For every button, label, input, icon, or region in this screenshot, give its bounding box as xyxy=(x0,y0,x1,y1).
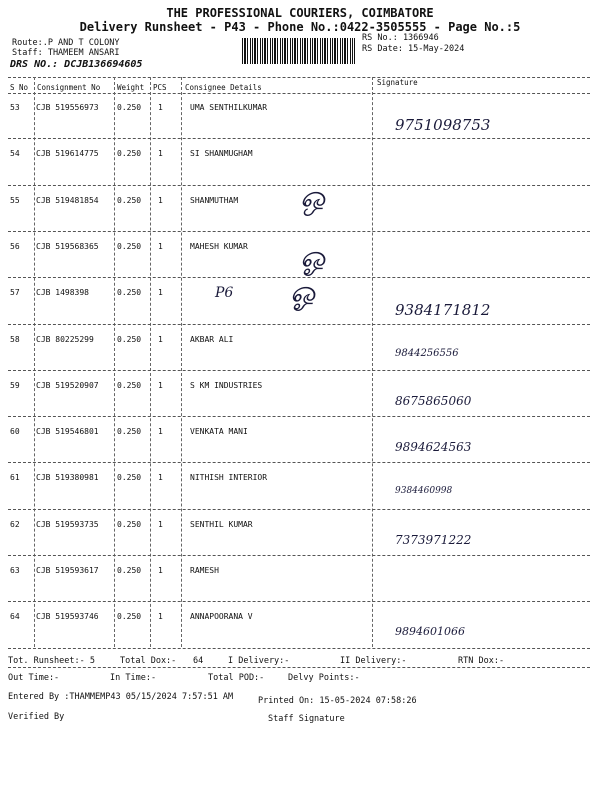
row-sno: 57 xyxy=(10,288,20,298)
row-sno: 61 xyxy=(10,473,20,483)
row-sno: 56 xyxy=(10,241,20,251)
row-consignee: AKBAR ALI xyxy=(190,334,234,344)
row-consignment-no: CJB 519568365 xyxy=(36,241,99,251)
col-weight: Weight xyxy=(117,83,145,92)
row-weight: 0.250 xyxy=(117,103,142,112)
row-consignee: NITHISH INTERIOR xyxy=(190,473,268,483)
row-divider xyxy=(8,185,590,186)
row-weight: 0.250 xyxy=(117,427,142,437)
row-divider xyxy=(8,509,590,510)
row-divider xyxy=(8,324,590,325)
row-consignee: MAHESH KUMAR xyxy=(190,241,248,251)
row-pcs: 1 xyxy=(158,566,163,575)
total-dox-label: Total Dox:- xyxy=(120,656,177,666)
col-consignee: Consignee Details xyxy=(185,83,262,92)
row-signature-number: 9384171812 xyxy=(395,301,491,320)
runsheet-subtitle: Delivery Runsheet - P43 - Phone No.:0422-3505555 - Page No.:5 xyxy=(79,20,521,34)
row-signature-number: 9384460998 xyxy=(395,486,453,497)
printed-on: Printed On: 15-05-2024 07:58:26 xyxy=(258,696,417,706)
row-consignment-no: CJB 519614775 xyxy=(36,149,99,159)
handwritten-mark: ஓ xyxy=(290,275,316,310)
rs-number: RS No.: 1366946 xyxy=(362,33,439,43)
entered-by: Entered By :THAMMEMP43 05/15/2024 7:57:51 AM xyxy=(8,692,234,702)
row-divider xyxy=(8,138,590,139)
row-divider xyxy=(8,231,590,232)
row-divider xyxy=(8,462,590,463)
row-signature-number: 9894601066 xyxy=(395,625,465,639)
row-sno: 62 xyxy=(10,519,20,529)
row-consignment-no: CJB 519593746 xyxy=(36,612,99,622)
row-consignment-no: CJB 519481854 xyxy=(36,195,99,205)
row-consignment-no: CJB 519593735 xyxy=(36,519,99,529)
row-pcs: 1 xyxy=(158,427,163,437)
row-weight: 0.250 xyxy=(117,473,142,483)
row-weight: 0.250 xyxy=(117,195,142,205)
barcode xyxy=(242,38,355,64)
row-weight: 0.250 xyxy=(117,149,142,159)
row-weight: 0.250 xyxy=(117,288,142,298)
row-sno: 54 xyxy=(10,149,20,159)
row-consignment-no: CJB 519556973 xyxy=(36,103,99,112)
row-consignee: UMA SENTHILKUMAR xyxy=(190,103,268,112)
row-consignee: VENKATA MANI xyxy=(190,427,248,437)
row-sno: 60 xyxy=(10,427,20,437)
verified-by: Verified By xyxy=(8,712,65,722)
ii-delivery: II Delivery:- xyxy=(340,656,407,666)
row-weight: 0.250 xyxy=(117,519,142,529)
row-divider xyxy=(8,601,590,602)
drs-number: DRS NO.: DCJB136694605 xyxy=(10,59,143,70)
row-pcs: 1 xyxy=(158,612,163,622)
row-signature-number: 9894624563 xyxy=(395,440,472,455)
handwritten-mark: ஒ xyxy=(300,180,326,215)
row-consignee: ANNAPOORANA V xyxy=(190,612,253,622)
route: Route:.P AND T COLONY xyxy=(12,38,120,48)
row-divider xyxy=(8,555,590,556)
i-delivery: I Delivery:- xyxy=(228,656,290,666)
row-pcs: 1 xyxy=(158,334,163,344)
row-consignee: S KM INDUSTRIES xyxy=(190,380,263,390)
row-consignment-no: CJB 519520907 xyxy=(36,380,99,390)
row-consignee: RAMESH xyxy=(190,566,219,575)
row-weight: 0.250 xyxy=(117,380,142,390)
row-pcs: 1 xyxy=(158,519,163,529)
row-weight: 0.250 xyxy=(117,612,142,622)
row-weight: 0.250 xyxy=(117,334,142,344)
row-pcs: 1 xyxy=(158,241,163,251)
row-consignment-no: CJB 519593617 xyxy=(36,566,99,575)
row-pcs: 1 xyxy=(158,103,163,112)
row-weight: 0.250 xyxy=(117,566,142,575)
in-time: In Time:- xyxy=(110,673,157,683)
row-consignment-no: CJB 80225299 xyxy=(36,334,94,344)
tot-runsheet: Tot. Runsheet:- 5 xyxy=(8,656,95,666)
row-signature-number: 9751098753 xyxy=(395,116,491,134)
row-consignment-no: CJB 519546801 xyxy=(36,427,99,437)
staff: Staff: THAMEEM ANSARI xyxy=(12,48,120,58)
row-sno: 59 xyxy=(10,380,20,390)
total-pod: Total POD:- xyxy=(208,673,265,683)
row-pcs: 1 xyxy=(158,380,163,390)
col-sno: S No xyxy=(10,83,29,92)
row-signature-number: 9844256556 xyxy=(395,347,459,359)
row-signature-number: 8675865060 xyxy=(395,393,472,408)
row-sno: 58 xyxy=(10,334,20,344)
row-pcs: 1 xyxy=(158,195,163,205)
row-consignment-no: CJB 519380981 xyxy=(36,473,99,483)
staff-signature: Staff Signature xyxy=(268,714,345,724)
row-weight: 0.250 xyxy=(117,241,142,251)
row-consignment-no: CJB 1498398 xyxy=(36,288,89,298)
handwritten-mark: ஓ xyxy=(300,240,326,275)
row-pcs: 1 xyxy=(158,288,163,298)
rs-date: RS Date: 15-May-2024 xyxy=(362,44,465,54)
row-sno: 63 xyxy=(10,566,20,575)
handwritten-mark: P6 xyxy=(215,285,234,301)
row-signature-number: 7373971222 xyxy=(395,532,472,547)
row-consignee: SI SHANMUGHAM xyxy=(190,149,253,159)
rtn-dox: RTN Dox:- xyxy=(458,656,505,666)
row-consignee: SENTHIL KUMAR xyxy=(190,519,253,529)
row-sno: 55 xyxy=(10,195,20,205)
total-dox-value: 64 xyxy=(193,656,204,666)
row-divider xyxy=(8,416,590,417)
row-pcs: 1 xyxy=(158,149,163,159)
col-consignment: Consignment No xyxy=(37,83,101,92)
row-divider xyxy=(8,370,590,371)
row-sno: 64 xyxy=(10,612,20,622)
col-signature: Signature xyxy=(377,78,418,87)
row-sno: 53 xyxy=(10,103,20,112)
col-pcs: PCS xyxy=(153,83,167,92)
delvy-points: Delvy Points:- xyxy=(288,673,360,683)
row-pcs: 1 xyxy=(158,473,163,483)
out-time: Out Time:- xyxy=(8,673,60,683)
row-consignee: SHANMUTHAM xyxy=(190,195,239,205)
company-title: THE PROFESSIONAL COURIERS, COIMBATORE xyxy=(166,6,434,20)
